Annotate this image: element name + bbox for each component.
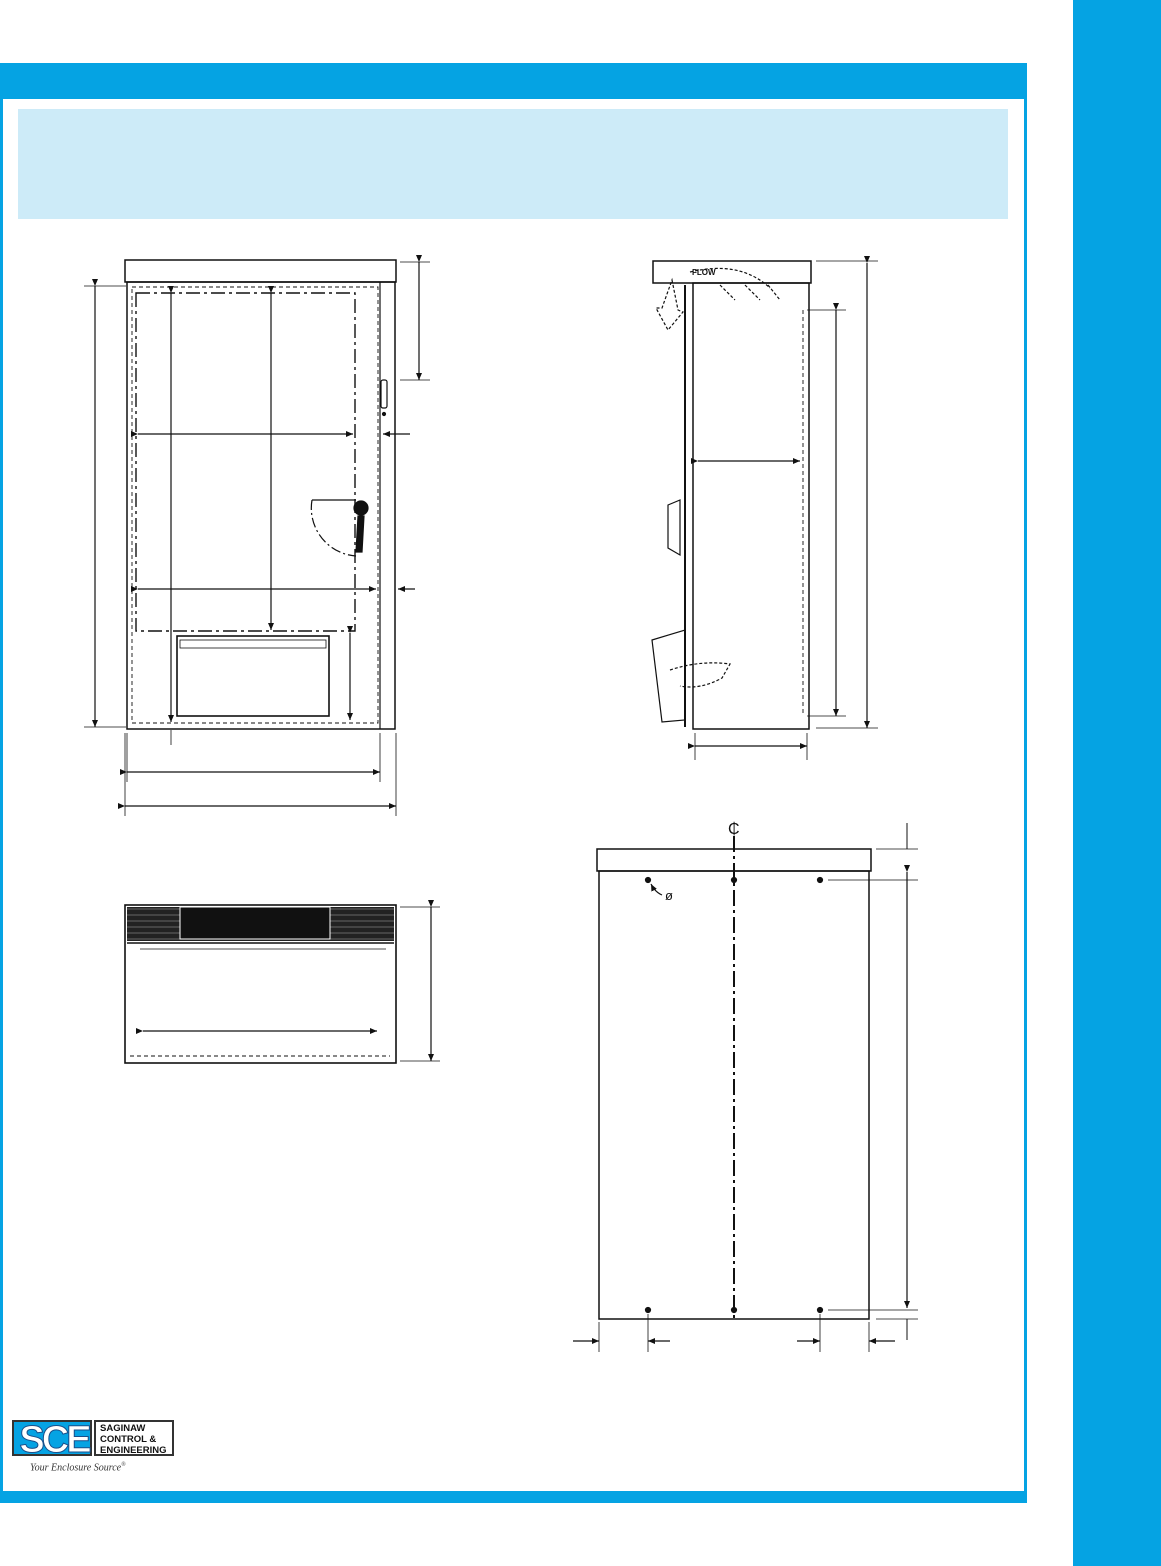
tagline-text: Your Enclosure Source	[30, 1462, 122, 1474]
svg-text:ø: ø	[665, 888, 673, 903]
logo-mark-box	[12, 1419, 92, 1461]
trademark: ®	[121, 1462, 126, 1468]
side-view	[652, 261, 878, 760]
svg-text:FLOW: FLOW	[692, 268, 716, 277]
logo-name-line-1: SAGINAW	[100, 1423, 146, 1434]
logo-mark: SCE	[19, 1419, 89, 1461]
logo-name-line-2: CONTROL &	[100, 1434, 157, 1445]
sce-logo	[12, 1417, 172, 1483]
svg-text:₵: ₵	[728, 821, 740, 838]
logo-tagline	[30, 1462, 126, 1473]
top-view	[125, 905, 440, 1063]
back-view	[573, 821, 918, 1352]
logo-name-line-3: ENGINEERING	[100, 1445, 167, 1456]
logo-company-name	[94, 1420, 174, 1456]
front-view	[84, 260, 430, 816]
